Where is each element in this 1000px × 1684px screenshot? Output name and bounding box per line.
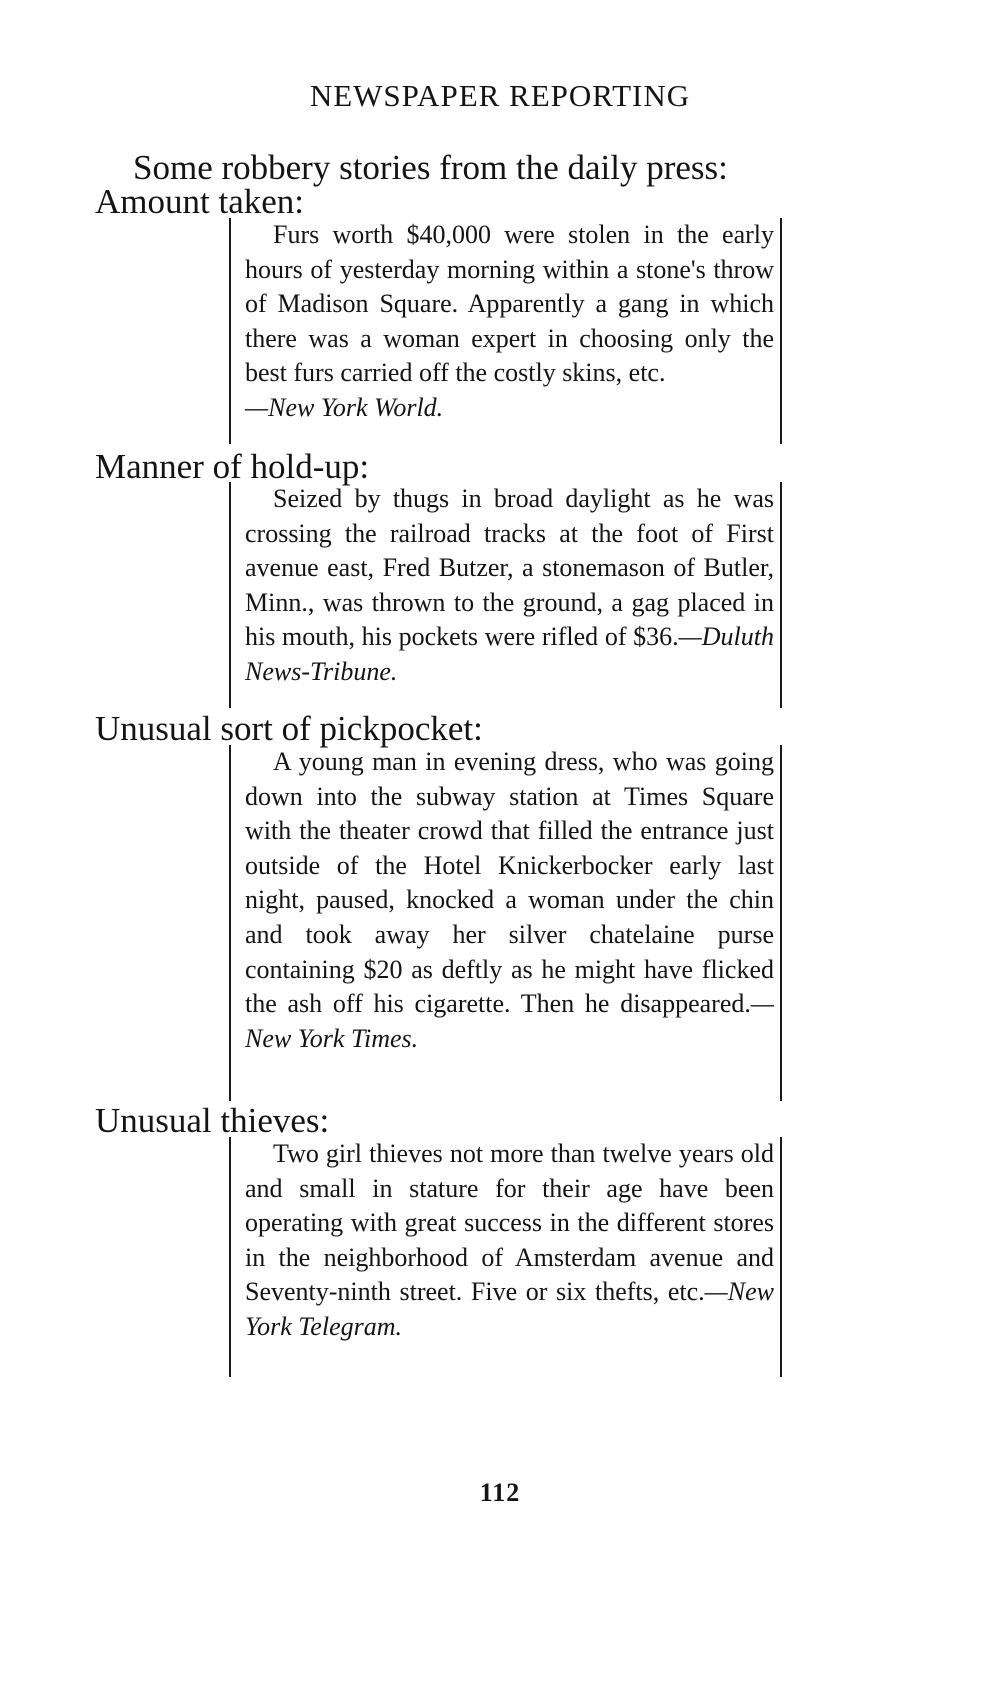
quote-body: Two girl thieves not more than twelve years old and small in stature for their age have been operating with great success in the different stores in the neighborhood of Amsterdam avenue and Seventy-ninth street. Five or six thefts, etc.	[245, 1139, 774, 1307]
quote-text	[245, 745, 774, 1056]
label-rest: sort of pickpocket:	[211, 709, 483, 748]
label-word: Amount	[95, 182, 210, 221]
quote-body: A young man in evening dress, who was going down into the subway station at Times Square with the theater crowd that filled the entrance just outside of the Hotel Knickerbocker early last night, paused, knocked a woman under the chin and took away her silver chatelaine purse containing $20 as deftly as he might have flicked the ash off his cigarette. Then he disappeared.	[245, 747, 774, 1019]
quote-text	[245, 218, 774, 426]
section-label-manner-of-hold-up	[95, 447, 369, 487]
section-label-unusual-thieves	[95, 1101, 329, 1141]
quote-source: —New York Telegram.	[245, 1277, 774, 1341]
quote-source: —New York World.	[245, 392, 444, 422]
page-number: 112	[479, 1478, 521, 1507]
quote-body: Furs worth $40,000 were stolen in the early hours of yesterday morning within a stone's throw of Madison Square. Apparently a gang in which there was a woman expert in choosing only the best furs carried off the costly skins, etc.	[245, 220, 774, 388]
label-rest: taken:	[209, 182, 305, 221]
quote-box-amount-taken	[229, 218, 782, 444]
quote-text	[245, 1137, 774, 1345]
quote-text	[245, 482, 774, 690]
section-label-unusual-pickpocket	[95, 709, 483, 749]
label-rest: of hold-up:	[203, 447, 370, 486]
section-intro: Some robbery stories from the daily press:	[133, 148, 728, 187]
quote-source: —New York Times.	[245, 989, 774, 1053]
label-rest: thieves:	[211, 1101, 330, 1140]
quote-box-unusual-pickpocket	[229, 745, 782, 1101]
label-word: Manner	[95, 447, 204, 486]
quote-box-manner-of-hold-up	[229, 482, 782, 708]
quote-box-unusual-thieves	[229, 1137, 782, 1377]
label-word: Unusual	[95, 1101, 212, 1140]
quote-source: —Duluth News-Tribune.	[245, 622, 774, 686]
quote-body: Seized by thugs in broad daylight as he was crossing the railroad tracks at the foot of First avenue east, Fred Butzer, a stonemason of Butler, Minn., was thrown to the ground, a gag placed in his mouth, his pockets were rifled of $36.	[245, 484, 774, 652]
running-header: NEWSPAPER REPORTING	[309, 78, 691, 113]
section-label-amount-taken	[95, 182, 304, 222]
label-word: Unusual	[95, 709, 212, 748]
